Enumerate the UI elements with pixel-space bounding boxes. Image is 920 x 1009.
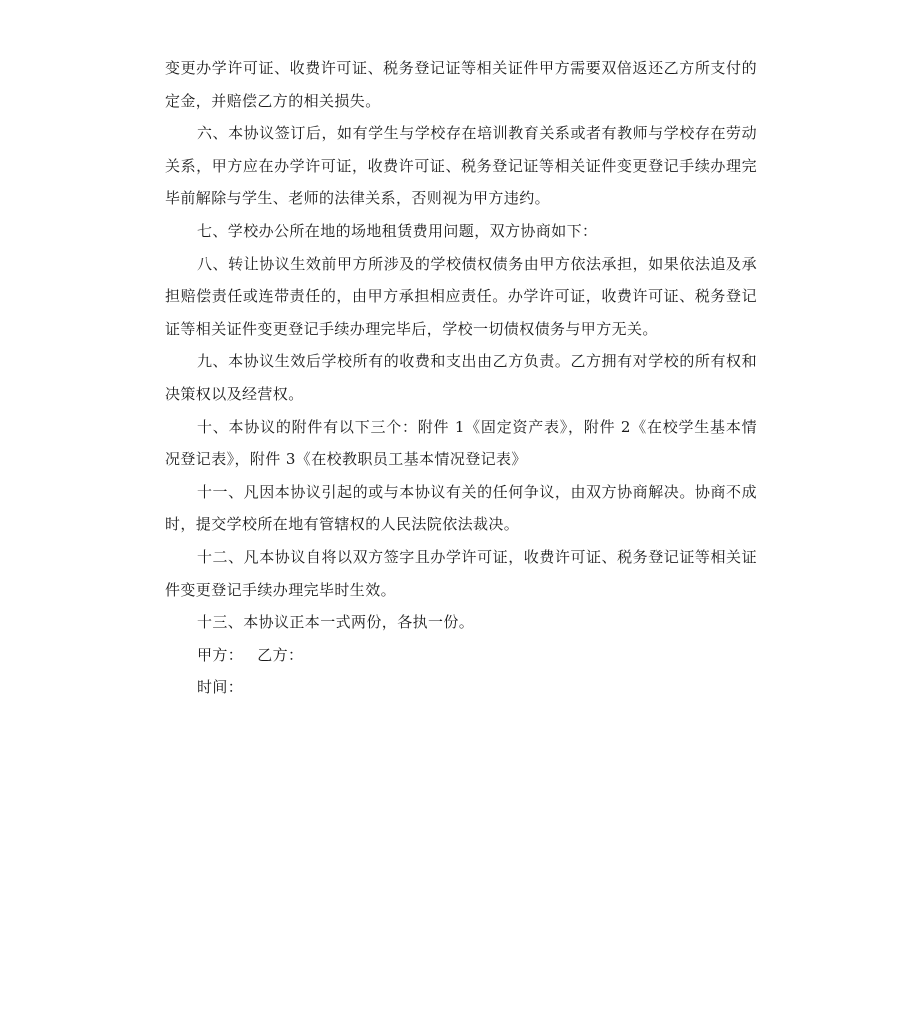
paragraph-intro-continuation: 变更办学许可证、收费许可证、税务登记证等相关证件甲方需要双倍返还乙方所支付的定金，并赔偿乙方的相关损失。 (165, 59, 757, 110)
signature-row (165, 639, 757, 672)
party-b-label: 乙方： (257, 645, 304, 664)
paragraph-clause-8: 八、转让协议生效前甲方所涉及的学校债权债务由甲方依法承担，如果依法追及承担赔偿责任或连带责任的，由甲方承担相应责任。办学许可证，收费许可证、税务登记证等相关证件变更登记手续办理完毕后，学校一切债权债务与甲方无关。 (165, 254, 757, 338)
paragraph-clause-12: 十二、凡本协议自将以双方签字且办学许可证，收费许可证、税务登记证等相关证件变更登记手续办理完毕时生效。 (165, 547, 757, 599)
time-label: 时间： (197, 678, 244, 697)
paragraph-clause-6: 六、本协议签订后，如有学生与学校存在培训教育关系或者有教师与学校存在劳动关系，甲方应在办学许可证，收费许可证、税务登记证等相关证件变更登记手续办理完毕前解除与学生、老师的法律关系，否则视为甲方违约。 (165, 124, 757, 208)
paragraph-clause-11: 十一、凡因本协议引起的或与本协议有关的任何争议，由双方协商解决。协商不成时，提交学校所在地有管辖权的人民法院依法裁决。 (165, 482, 757, 534)
paragraph-clause-10: 十、本协议的附件有以下三个：附件 1《固定资产表》，附件 2《在校学生基本情况登记表》，附件 3《在校教职员工基本情况登记表》 (165, 417, 757, 469)
paragraph-clause-7: 七、学校办公所在地的场地租赁费用问题，双方协商如下： (197, 221, 598, 240)
paragraph-clause-13: 十三、本协议正本一式两份，各执一份。 (197, 613, 475, 632)
time-row (165, 671, 757, 704)
document-page (165, 52, 757, 704)
paragraph-clause-9: 九、本协议生效后学校所有的收费和支出由乙方负责。乙方拥有对学校的所有权和决策权以及经营权。 (165, 352, 757, 403)
party-a-label: 甲方： (197, 645, 244, 664)
